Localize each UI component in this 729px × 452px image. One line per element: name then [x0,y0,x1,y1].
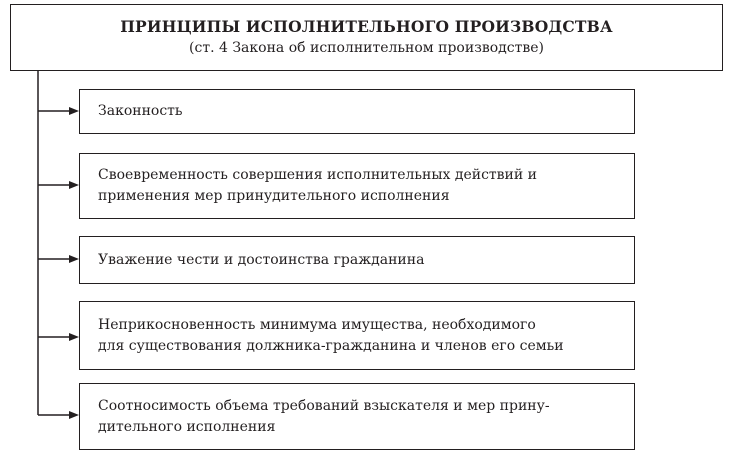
principle-box-timeliness [79,153,635,219]
principle-box-proportionality [79,383,635,450]
arrow-5 [38,411,79,419]
diagram-title: ПРИНЦИПЫ ИСПОЛНИТЕЛЬНОГО ПРОИЗВОДСТВА [120,17,613,36]
principle-text-line: для существования должника-гражданина и членов его семьи [98,337,564,354]
principle-box-minimum-property [79,301,635,370]
arrow-4 [38,333,79,341]
principle-text-line: Своевременность совершения исполнительных действий и [98,167,538,183]
title-box [10,4,723,71]
principle-box-legality [79,89,635,134]
arrow-2 [38,181,79,189]
principle-text-line: Уважение чести и достоинства гражданина [98,251,425,268]
arrow-3 [38,255,79,263]
principle-text-line: Неприкосновенность минимума имущества, необходимого [98,316,536,333]
principle-text-line: Соотносимость объема требований взыскателя и мер прину- [98,397,550,414]
arrow-1 [38,107,79,115]
principle-text-line: Законность [98,103,183,119]
diagram-subtitle: (ст. 4 Закона об исполнительном производстве) [189,40,544,56]
principle-text-line: дительного исполнения [98,418,276,435]
principle-box-honor-dignity [79,236,635,284]
principle-text-line: применения мер принудительного исполнения [98,188,450,204]
